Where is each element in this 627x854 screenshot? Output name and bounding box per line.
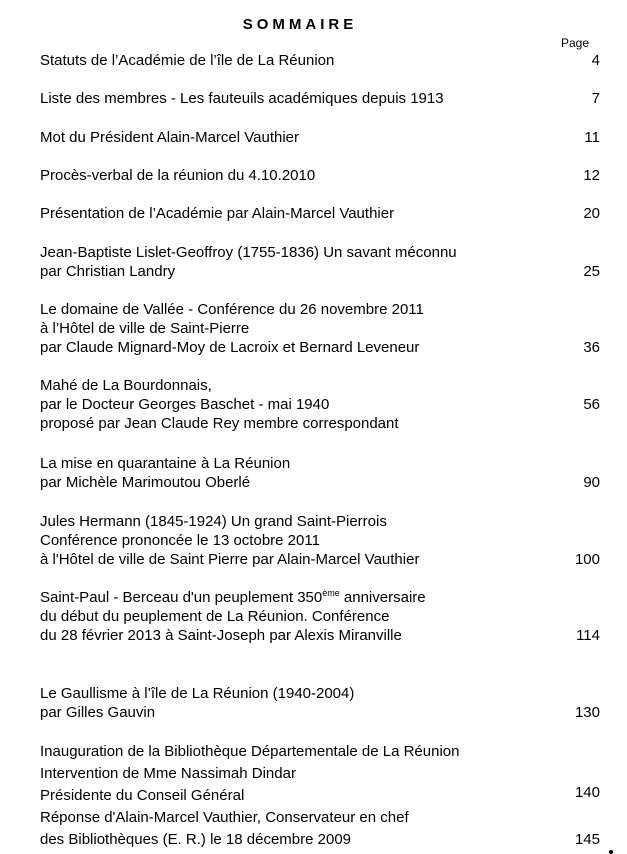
toc-entry (40, 300, 600, 357)
toc-entry (40, 588, 600, 645)
toc-entry-text: Procès-verbal de la réunion du 4.10.2010 (40, 167, 316, 184)
toc-entry (40, 512, 600, 569)
toc-entry-text: Inauguration de la Bibliothèque Départementale de La Réunion (40, 743, 460, 760)
toc-entry (40, 684, 600, 722)
toc-entry-text-part: Saint-Paul - Berceau d'un peuplement 350 (40, 589, 323, 606)
toc-entry-text: Liste des membres - Les fauteuils académiques depuis 1913 (40, 90, 444, 107)
toc-entry-text: par Gilles Gauvin (40, 704, 156, 721)
corner-dot-mark (609, 850, 613, 854)
toc-entry-text: Réponse d'Alain-Marcel Vauthier, Conservateur en chef (40, 809, 409, 826)
toc-entry (40, 243, 600, 281)
toc-entry (40, 89, 600, 108)
toc-entry-text: La mise en quarantaine à La Réunion (40, 455, 291, 472)
toc-entry-text: Conférence prononcée le 13 octobre 2011 (40, 532, 320, 549)
toc-page-number: 20 (583, 205, 600, 222)
toc-entry-text: proposé par Jean Claude Rey membre correspondant (40, 415, 399, 432)
toc-entry-text-part: anniversaire (339, 589, 426, 606)
toc-entry (40, 51, 600, 70)
toc-entry-text: Mot du Président Alain-Marcel Vauthier (40, 129, 300, 146)
toc-entry-text: par Michèle Marimoutou Oberlé (40, 474, 251, 491)
toc-entry-text: par le Docteur Georges Baschet - mai 1940 (40, 396, 330, 413)
toc-entry-text: Mahé de La Bourdonnais, (40, 377, 212, 394)
toc-page-number: 145 (574, 831, 600, 848)
toc-page-number: 130 (574, 704, 600, 721)
toc-entry-text (40, 588, 600, 607)
toc-entry-text: des Bibliothèques (E. R.) le 18 décembre 2009 (40, 831, 352, 848)
toc-entry (40, 376, 600, 433)
toc-entry-text: à l’Hôtel de ville de Saint-Pierre (40, 320, 250, 337)
toc-entry-text: Jules Hermann (1845-1924) Un grand Saint-Pierrois (40, 513, 387, 530)
toc-entry (40, 741, 600, 851)
toc-entry (40, 128, 600, 147)
superscript-text: ème (322, 588, 340, 598)
toc-page-number: 4 (591, 52, 600, 69)
toc-entry-text: à l'Hôtel de ville de Saint Pierre par Alain-Marcel Vauthier (40, 551, 420, 568)
toc-page-number: 114 (576, 627, 600, 644)
toc-page-number: 56 (583, 396, 600, 413)
page-title: SOMMAIRE (242, 16, 358, 33)
toc-entry-text: du début du peuplement de La Réunion. Conférence (40, 608, 390, 625)
toc-page-number: 140 (574, 784, 600, 801)
page-column-header: Page (561, 36, 590, 50)
toc-entry-text: Statuts de l’Académie de l’île de La Réunion (40, 52, 335, 69)
toc-page-number: 12 (583, 167, 600, 184)
toc-entry-text: Le Gaullisme à l’île de La Réunion (1940-2004) (40, 685, 355, 702)
toc-page-number: 90 (583, 474, 600, 491)
toc-page-number: 11 (584, 129, 600, 146)
toc-entry-text: Présidente du Conseil Général (40, 787, 245, 804)
toc-entry-text: par Claude Mignard-Moy de Lacroix et Bernard Leveneur (40, 339, 420, 356)
toc-entry-text: Jean-Baptiste Lislet-Geoffroy (1755-1836) Un savant méconnu (40, 244, 457, 261)
toc-page-number: 100 (574, 551, 600, 568)
toc-page-number: 36 (583, 339, 600, 356)
toc-entry (40, 204, 600, 223)
toc-page-number: 25 (583, 263, 600, 280)
toc-entry (40, 166, 600, 185)
toc-entry-text: Le domaine de Vallée - Conférence du 26 novembre 2011 (40, 301, 424, 318)
toc-entry-text: Intervention de Mme Nassimah Dindar (40, 765, 296, 782)
toc-page-number: 7 (591, 90, 600, 107)
toc-entry (40, 454, 600, 492)
toc-entry-text: du 28 février 2013 à Saint-Joseph par Alexis Miranville (40, 627, 402, 644)
toc-entry-text: Présentation de l’Académie par Alain-Marcel Vauthier (40, 205, 395, 222)
toc-entry-text: par Christian Landry (40, 263, 176, 280)
